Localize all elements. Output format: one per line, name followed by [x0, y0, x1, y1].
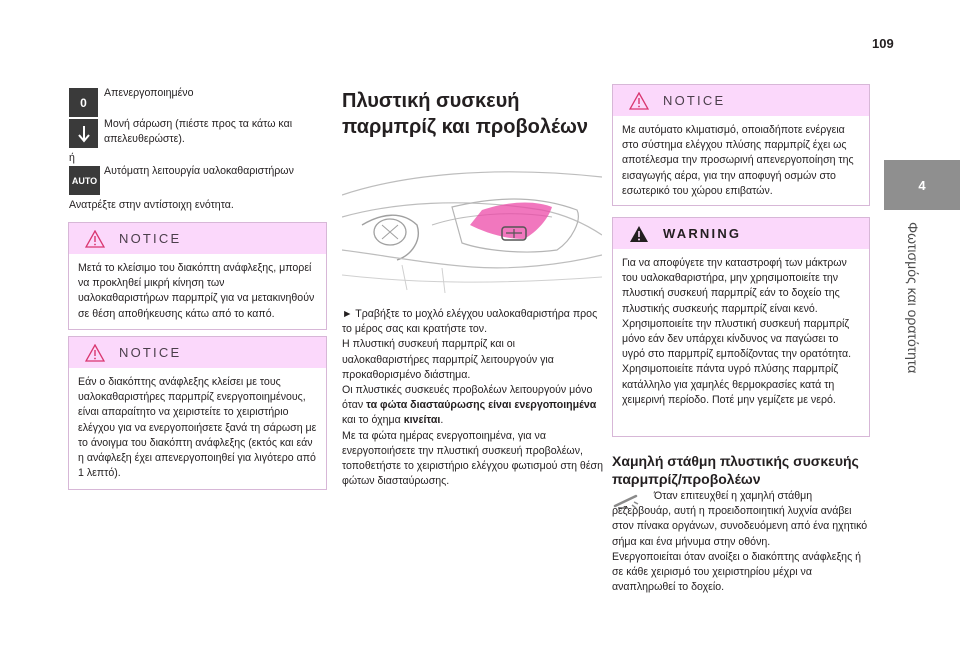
see-section-text: Ανατρέξτε στην αντίστοιχη ενότητα. — [69, 199, 234, 211]
notice-box-1 — [68, 222, 327, 330]
wiper-off-icon: 0 — [69, 88, 98, 117]
notice-body: Μετά το κλείσιμο του διακόπτη ανάφλεξης, μπορεί να προκληθεί μικρή κίνηση των υαλοκαθαριστήρων παρμπρίζ για να μετακινηθούν σε θέση αποθήκευσης κάτω από το καπό. — [78, 262, 315, 320]
washer-duration-text: Η πλυστική συσκευή παρμπρίζ και οι υαλοκαθαριστήρες παρμπρίζ λειτουργούν για προκαθορισμένο διάστημα. — [342, 338, 554, 381]
notice-label: NOTICE — [663, 93, 726, 108]
notice-label: NOTICE — [119, 345, 182, 360]
notice-header — [613, 85, 869, 116]
warning-triangle-icon — [629, 225, 649, 243]
single-wipe-icon — [69, 119, 98, 148]
warning-body: Για να αποφύγετε την καταστροφή των μάκτρων του υαλοκαθαριστήρα, μην χρησιμοποιείτε την πλυστική συσκευή παρμπρίζ εάν το δοχείο της πλυστικής συσκευής παρμπρίζ είναι κενό. Χρησιμοποιείτε την πλυστική συσκευή παρμπρίζ μόνο εάν δεν υπάρχει κίνδυνος να παγώσει το υγρό στο παρμπρίζ εμποδίζοντας την ορατότητα. Χρησιμοποιείτε πάντα υγρό πλύσης παρμπρίζ κατάλληλο για χαμηλές θερμοκρασίες κατά τη χειμερινή περίοδο. Ποτέ μην γεμίζετε με νερό. — [622, 257, 852, 406]
notice-label: NOTICE — [119, 231, 182, 246]
auto-wipe-text: Αυτόματη λειτουργία υαλοκαθαριστήρων — [104, 165, 294, 177]
notice-body: Εάν ο διακόπτης ανάφλεξης κλείσει με τους υαλοκαθαριστήρες παρμπρίζ ενεργοποιημένους, είναι απαραίτητο να χειριστείτε το χειριστήριο ελέγχου για να ενεργοποιήσετε ξανά τη σάρωση με το άνοιγμα του διακόπτη ανάφλεξης (εκτός και εάν η ανάφλεξη έχει απενεργοποιηθεί για λιγότερο από 1 λεπτό). — [78, 376, 317, 480]
chapter-title: Φωτισμός και ορατότητα — [905, 222, 921, 374]
warning-triangle-icon — [85, 230, 105, 248]
warning-triangle-icon — [629, 92, 649, 110]
washer-instructions — [342, 307, 604, 489]
washer-heading: Πλυστική συσκευή παρμπρίζ και προβολέων — [342, 90, 589, 138]
or-text: ή — [69, 152, 75, 164]
wiper-off-text: Απενεργοποιημένο — [104, 87, 194, 99]
chapter-tab[interactable] — [884, 160, 960, 210]
warning-label: WARNING — [663, 226, 742, 241]
low-level-text-1: Όταν επιτευχθεί η χαμηλή στάθμη ρεζερβουάρ, αυτή η προειδοποιητική λυχνία ανάβει στον πίνακα οργάνων, συνοδευόμενη από ένα ηχητικό σήμα και ένα μήνυμα στην οθόνη. — [612, 490, 868, 548]
daytime-lights-text: Με τα φώτα ημέρας ενεργοποιημένα, για να ενεργοποιήσετε την πλυστική συσκευή προβολέων, τοποθετήστε το χειριστήριο ελέγχου φωτισμού στη θέση φώτων διασταύρωσης. — [342, 429, 603, 488]
notice-box-3 — [612, 84, 870, 206]
notice-header — [69, 223, 326, 254]
warning-triangle-icon — [85, 344, 105, 362]
low-level-text-2: Ενεργοποιείται όταν ανοίξει ο διακόπτης ανάφλεξης ή σε κάθε χειρισμό του χειριστηρίου μέχρι να αναπληρωθεί το δοχείο. — [612, 551, 862, 594]
notice-body: Με αυτόματο κλιματισμό, οποιαδήποτε ενέργεια στο σύστημα ελέγχου πλύσης παρμπρίζ έχει ως αποτέλεσμα την προσωρινή απενεργοποίηση της εισαγωγής αέρα, για την αποφυγή οσμών στο εσωτερικό του χώρου επιβατών. — [622, 124, 854, 197]
headlamp-washer-illustration — [342, 155, 602, 295]
headlamp-washer-conditions: Οι πλυστικές συσκευές προβολέων λειτουργούν μόνο όταν τα φώτα διασταύρωσης είναι ενεργοποιημένα και το όχημα κινείται. — [342, 384, 597, 427]
chapter-number: 4 — [918, 177, 926, 193]
notice-header — [69, 337, 326, 368]
page-number: 109 — [872, 36, 894, 51]
notice-box-2 — [68, 336, 327, 490]
instruction-pull-lever: ► Τραβήξτε το μοχλό ελέγχου υαλοκαθαριστήρα προς το μέρος σας και κρατήστε τον. — [342, 308, 598, 336]
warning-header — [613, 218, 869, 249]
single-wipe-text: Μονή σάρωση (πιέστε προς τα κάτω και απελευθερώστε). — [104, 118, 293, 146]
warning-box — [612, 217, 870, 437]
low-level-heading: Χαμηλή στάθμη πλυστικής συσκευής παρμπρίζ/προβολέων — [612, 453, 859, 487]
auto-wipe-icon: AUTO — [69, 166, 100, 195]
